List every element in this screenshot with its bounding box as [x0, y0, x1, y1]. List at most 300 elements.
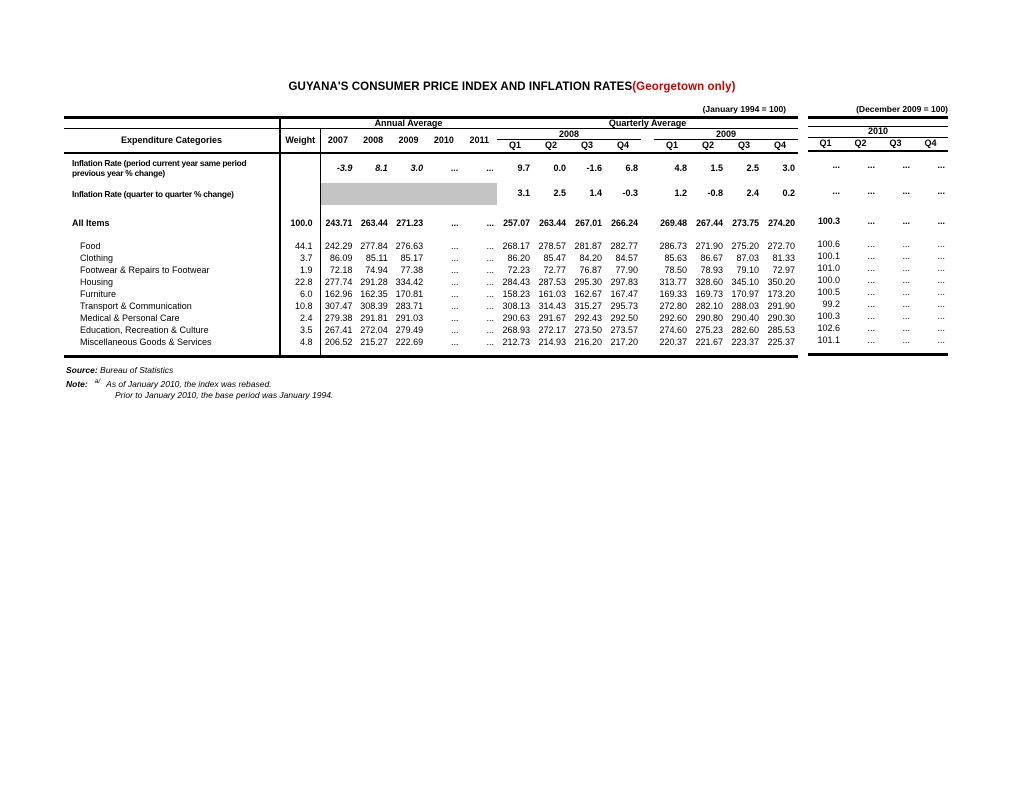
cell-value: 292.43 — [574, 313, 602, 324]
source-text: Bureau of Statistics — [100, 365, 174, 375]
cell-value: 0.2 — [782, 188, 796, 199]
cell-value: ... — [867, 262, 875, 273]
quarter-header: Q1 — [654, 140, 690, 153]
cell-value: 72.77 — [543, 265, 566, 276]
cell-value: -3.9 — [336, 162, 353, 173]
cell-value: 100.6 — [817, 238, 840, 249]
cell-value: 282.77 — [610, 241, 638, 252]
cell-value: 3.0 — [410, 162, 424, 173]
gap-cell — [641, 183, 654, 205]
cell-value: 328.60 — [695, 277, 723, 288]
cell-value: 275.20 — [731, 241, 759, 252]
cell-value: ... — [486, 265, 494, 276]
cell-value: 78.50 — [664, 265, 687, 276]
row-all-items — [808, 213, 948, 231]
cell-value: 212.73 — [502, 337, 530, 348]
corner-cell — [64, 118, 280, 129]
gap-cell — [641, 313, 654, 325]
cell-value: 263.44 — [360, 218, 388, 229]
cell-value: 74.94 — [365, 265, 388, 276]
row-food — [808, 239, 948, 251]
quarter-header: Q4 — [913, 138, 948, 151]
spacer-row — [808, 231, 948, 239]
cell-value: 307.47 — [324, 301, 353, 312]
gap-cell — [320, 349, 798, 357]
cell-value: 263.44 — [539, 218, 566, 229]
cell-value: 290.80 — [695, 313, 723, 324]
source-label: Source: — [66, 365, 98, 375]
cell-value: ... — [902, 322, 910, 333]
row-label: Clothing — [64, 253, 280, 265]
cell-value: ... — [486, 277, 494, 288]
cell-value: ... — [937, 286, 945, 297]
cell-value: ... — [867, 298, 875, 309]
cell-value: 100.3 — [817, 215, 840, 226]
row-label: Inflation Rate (period current year same period previous year % change) — [64, 153, 280, 183]
quarter-header: Q2 — [843, 138, 878, 151]
cell-value: 267.41 — [324, 325, 353, 336]
cell-value: 272.80 — [659, 301, 687, 312]
cell-value: 282.10 — [695, 301, 723, 312]
cell-value: ... — [937, 322, 945, 333]
cell-value: 169.73 — [695, 289, 723, 300]
cell-value: ... — [486, 301, 494, 312]
gap-cell — [641, 265, 654, 277]
quarter-header: Q2 — [533, 140, 569, 153]
year-header: 2010 — [426, 129, 461, 153]
cell-value: 267.44 — [696, 218, 723, 229]
cell-value: 72.18 — [329, 265, 353, 276]
cell-value: 334.42 — [395, 277, 424, 288]
cell-value: 3.7 — [280, 253, 320, 265]
cell-value: 274.20 — [768, 218, 796, 229]
cell-value: 78.93 — [700, 265, 723, 276]
source-line — [66, 365, 333, 375]
cell-value: 100.1 — [817, 250, 840, 261]
cell-value: 173.20 — [767, 289, 796, 300]
cell-value: ... — [832, 185, 840, 196]
page-title — [0, 81, 1024, 93]
cell-value: 291.67 — [538, 313, 566, 324]
cell-value: ... — [451, 289, 459, 300]
header-year-row — [64, 129, 798, 140]
note-marker: a/ — [94, 378, 101, 385]
cell-value: 297.83 — [610, 277, 638, 288]
cell-value: ... — [451, 253, 459, 264]
cell-value: -0.3 — [622, 188, 638, 199]
cell-value: 290.30 — [767, 313, 796, 324]
gap-cell — [280, 349, 320, 357]
cell-value: 282.60 — [731, 325, 759, 336]
cell-value: 266.24 — [611, 218, 638, 229]
cell-value: ... — [937, 334, 945, 345]
row-clothing — [64, 253, 798, 265]
cell-value: ... — [451, 313, 459, 324]
note-label: Note: — [66, 378, 88, 389]
quarter-header: Q4 — [605, 140, 641, 153]
year-group-2008: 2008 — [497, 129, 641, 140]
cell-value: 276.63 — [395, 241, 424, 252]
cell-value: 86.67 — [700, 253, 723, 264]
cell-value: 101.1 — [817, 334, 840, 345]
cell-value: ... — [867, 334, 875, 345]
cpi-main-table — [64, 116, 798, 358]
cell-value: 275.23 — [695, 325, 723, 336]
spacer-row — [808, 203, 948, 213]
row-label: Furniture — [64, 289, 280, 301]
cell-value: ... — [867, 322, 875, 333]
cell-value: 99.2 — [822, 298, 840, 309]
cell-value: 170.97 — [731, 289, 759, 300]
header-group-row — [64, 118, 798, 129]
cell-value: ... — [451, 325, 459, 336]
row-medical — [64, 313, 798, 325]
gap-cell — [280, 205, 320, 215]
gap-cell — [641, 325, 654, 337]
cell-value: 292.60 — [659, 313, 687, 324]
cell-value: 100.0 — [280, 215, 320, 233]
quarter-header: Q1 — [497, 140, 533, 153]
cell-value: 3.1 — [517, 188, 530, 199]
row-label: Food — [64, 241, 280, 253]
cell-value: ... — [902, 160, 910, 171]
cell-value: 22.8 — [280, 277, 320, 289]
cell-value: 2.4 — [746, 188, 759, 199]
row-all-items — [64, 215, 798, 233]
cell-value: 291.03 — [395, 313, 424, 324]
shaded-cell — [355, 183, 390, 205]
cell-value: ... — [486, 325, 494, 336]
cell-value: ... — [451, 265, 459, 276]
row-label: Medical & Personal Care — [64, 313, 280, 325]
quarter-header: Q3 — [726, 140, 762, 153]
header-group-row — [808, 118, 948, 127]
row-inflation-qoq — [808, 181, 948, 203]
year-header: 2011 — [462, 129, 497, 153]
cell-value: 268.93 — [502, 325, 530, 336]
cell-value: ... — [937, 185, 945, 196]
cell-value: 277.74 — [324, 277, 353, 288]
cell-value: 100.3 — [817, 310, 840, 321]
row-furniture — [64, 289, 798, 301]
cell-value: -0.8 — [707, 188, 723, 199]
cell-value: 3.0 — [782, 162, 796, 173]
cell-value: 222.69 — [395, 337, 424, 348]
cell-value: ... — [486, 289, 494, 300]
cell-value: 85.63 — [664, 253, 687, 264]
row-inflation-yoy — [64, 153, 798, 183]
cell-value: 308.39 — [360, 301, 388, 312]
cell-value: ... — [937, 215, 945, 226]
cell-value: 345.10 — [731, 277, 759, 288]
cell-value: 295.30 — [574, 277, 602, 288]
quarter-header: Q3 — [878, 138, 913, 151]
shaded-cell — [320, 183, 355, 205]
cell-value — [280, 183, 320, 205]
row-label: Education, Recreation & Culture — [64, 325, 280, 337]
cell-value: 2.5 — [746, 162, 759, 173]
row-label: Transport & Communication — [64, 301, 280, 313]
cell-value: 102.6 — [817, 322, 840, 333]
year-header: 2009 — [391, 129, 426, 153]
cell-value: ... — [902, 310, 910, 321]
cell-value: 6.0 — [280, 289, 320, 301]
row-housing — [808, 275, 948, 287]
cell-value: 77.90 — [615, 265, 638, 276]
gap-cell — [641, 253, 654, 265]
cell-value: ... — [937, 262, 945, 273]
weight-header: Weight — [280, 129, 320, 153]
row-transport — [808, 299, 948, 311]
cpi-2010-table — [808, 116, 948, 356]
cell-value: 273.50 — [574, 325, 602, 336]
row-inflation-qoq — [64, 183, 798, 205]
spacer-row — [64, 233, 798, 241]
cell-value: 169.33 — [659, 289, 687, 300]
cell-value: 314.43 — [538, 301, 566, 312]
cell-value: 85.17 — [400, 253, 424, 264]
row-education — [64, 325, 798, 337]
cell-value: 287.53 — [538, 277, 566, 288]
row-miscellaneous — [808, 335, 948, 347]
cell-value: ... — [451, 218, 459, 229]
note-text-1: As of January 2010, the index was rebased. — [106, 378, 272, 389]
cell-value: 216.20 — [574, 337, 602, 348]
cell-value: ... — [937, 298, 945, 309]
cell-value: ... — [867, 238, 875, 249]
cell-value: 283.71 — [395, 301, 424, 312]
cell-value: ... — [937, 274, 945, 285]
cell-value: 162.35 — [360, 289, 388, 300]
base-period-2009-label: (December 2009 = 100) — [856, 104, 948, 114]
cell-value: 286.73 — [659, 241, 687, 252]
gap-cell — [641, 153, 654, 183]
cell-value: ... — [902, 274, 910, 285]
cell-value: 220.37 — [659, 337, 687, 348]
cell-value: 101.0 — [817, 262, 840, 273]
cell-value: 279.49 — [395, 325, 424, 336]
cell-value: ... — [486, 241, 494, 252]
gap-cell — [641, 301, 654, 313]
gap-cell — [808, 347, 948, 355]
cell-value: 87.03 — [736, 253, 759, 264]
cell-value: 291.90 — [767, 301, 796, 312]
header-year-row — [808, 127, 948, 138]
cell-value: ... — [451, 301, 459, 312]
cell-value: 44.1 — [280, 241, 320, 253]
spacer-row — [808, 347, 948, 355]
cell-value: ... — [937, 250, 945, 261]
cell-value: 243.71 — [325, 218, 353, 229]
cell-value: ... — [867, 274, 875, 285]
cell-value: 271.90 — [695, 241, 723, 252]
gap-cell — [64, 233, 280, 241]
gap-cell — [64, 205, 280, 215]
quarter-header: Q2 — [690, 140, 726, 153]
cell-value: ... — [867, 185, 875, 196]
cell-value: 295.73 — [610, 301, 638, 312]
cell-value: 269.48 — [660, 218, 687, 229]
cell-value: 281.87 — [574, 241, 602, 252]
cell-value: 81.33 — [772, 253, 796, 264]
cell-value: 85.11 — [365, 253, 388, 264]
base-period-1994-label: (January 1994 = 100) — [702, 104, 786, 114]
cell-value: 285.53 — [767, 325, 796, 336]
cell-value: 2.5 — [553, 188, 566, 199]
header-quarter-row — [808, 138, 948, 151]
cell-value: ... — [867, 160, 875, 171]
year-group-2010: 2010 — [808, 127, 948, 138]
cell-value: 273.57 — [610, 325, 638, 336]
cell-value: ... — [902, 286, 910, 297]
cell-value: 291.81 — [360, 313, 388, 324]
gap-cell — [320, 233, 798, 241]
row-furniture — [808, 287, 948, 299]
row-label: Housing — [64, 277, 280, 289]
cell-value: 167.47 — [610, 289, 638, 300]
cell-value: 223.37 — [731, 337, 759, 348]
cell-value: ... — [486, 337, 494, 348]
gap-cell — [641, 215, 654, 233]
gap-cell — [64, 349, 280, 357]
cell-value: ... — [867, 215, 875, 226]
cell-value: 272.04 — [360, 325, 388, 336]
cell-value: 76.87 — [579, 265, 602, 276]
cell-value: 162.96 — [324, 289, 353, 300]
cell-value: 86.20 — [507, 253, 530, 264]
cell-value: ... — [867, 250, 875, 261]
quarterly-average-header: Quarterly Average — [497, 118, 798, 129]
title-main: GUYANA'S CONSUMER PRICE INDEX AND INFLATION RATES — [288, 81, 633, 93]
cell-value: 100.5 — [817, 286, 840, 297]
cell-value: ... — [902, 250, 910, 261]
cell-value: 279.38 — [324, 313, 353, 324]
year-header: 2007 — [320, 129, 355, 153]
row-label: Inflation Rate (quarter to quarter % change) — [64, 183, 280, 205]
cell-value: 313.77 — [659, 277, 687, 288]
shaded-cell — [391, 183, 426, 205]
cell-value: ... — [451, 241, 459, 252]
cell-value: 170.81 — [395, 289, 424, 300]
cell-value: 1.4 — [589, 188, 602, 199]
footer-notes — [66, 365, 333, 400]
cell-value: 9.7 — [517, 162, 530, 173]
cell-value: ... — [486, 162, 494, 173]
row-food — [64, 241, 798, 253]
cell-value: ... — [902, 334, 910, 345]
cell-value: 225.37 — [767, 337, 796, 348]
cell-value: 4.8 — [280, 337, 320, 349]
cell-value: 217.20 — [610, 337, 638, 348]
cell-value: 85.47 — [543, 253, 566, 264]
row-label: All Items — [64, 215, 280, 233]
gap-cell — [641, 129, 654, 140]
cell-value: ... — [486, 218, 494, 229]
cell-value: ... — [902, 298, 910, 309]
row-clothing — [808, 251, 948, 263]
gap-cell — [641, 241, 654, 253]
row-footwear — [808, 263, 948, 275]
cell-value: 79.10 — [736, 265, 759, 276]
year-header: 2008 — [355, 129, 390, 153]
gap-cell — [641, 337, 654, 349]
cell-value: 268.17 — [502, 241, 530, 252]
cell-value: 100.0 — [817, 274, 840, 285]
cell-value: 315.27 — [574, 301, 602, 312]
cell-value: 290.63 — [502, 313, 530, 324]
cell-value: 158.23 — [502, 289, 530, 300]
cell-value: 4.8 — [674, 162, 687, 173]
cell-value: 72.97 — [772, 265, 796, 276]
row-education — [808, 323, 948, 335]
row-housing — [64, 277, 798, 289]
row-inflation-yoy — [808, 151, 948, 181]
cell-value: 284.43 — [502, 277, 530, 288]
cell-value: 242.29 — [324, 241, 353, 252]
cell-value: 274.60 — [659, 325, 687, 336]
gap-cell — [280, 233, 320, 241]
gap-cell — [641, 277, 654, 289]
cell-value: 272.17 — [538, 325, 566, 336]
cell-value: 77.38 — [400, 265, 424, 276]
cell-value: ... — [867, 310, 875, 321]
cell-value: 272.70 — [767, 241, 796, 252]
corner-cell — [280, 118, 320, 129]
cell-value: 291.28 — [360, 277, 388, 288]
row-transport — [64, 301, 798, 313]
note-line-1 — [66, 378, 333, 389]
cell-value: 161.03 — [538, 289, 566, 300]
cell-value: 206.52 — [324, 337, 353, 348]
cell-value: ... — [937, 238, 945, 249]
cell-value: 267.01 — [575, 218, 602, 229]
cell-value: ... — [902, 238, 910, 249]
gap-cell — [808, 203, 948, 213]
spacer-row — [64, 349, 798, 357]
cell-value: ... — [937, 160, 945, 171]
expenditure-categories-header: Expenditure Categories — [64, 129, 280, 153]
cell-value: 84.20 — [579, 253, 602, 264]
cell-value: 350.20 — [767, 277, 796, 288]
cell-value: -1.6 — [586, 162, 602, 173]
cell-value: 84.57 — [615, 253, 638, 264]
cell-value: 1.5 — [710, 162, 723, 173]
row-label: Miscellaneous Goods & Services — [64, 337, 280, 349]
cell-value: 1.2 — [674, 188, 687, 199]
cell-value: 215.27 — [360, 337, 388, 348]
row-footwear — [64, 265, 798, 277]
cell-value: 278.57 — [538, 241, 566, 252]
cell-value: 10.8 — [280, 301, 320, 313]
cell-value: ... — [902, 262, 910, 273]
cell-value: 86.09 — [329, 253, 353, 264]
cell-value: 292.50 — [610, 313, 638, 324]
cell-value: 8.1 — [375, 162, 388, 173]
cell-value: 288.03 — [731, 301, 759, 312]
row-label: Footwear & Repairs to Footwear — [64, 265, 280, 277]
year-group-2009: 2009 — [654, 129, 798, 140]
cell-value: 257.07 — [503, 218, 530, 229]
cell-value: 308.13 — [502, 301, 530, 312]
cell-value: 1.9 — [280, 265, 320, 277]
cell-value: ... — [486, 313, 494, 324]
cell-value: 6.8 — [625, 162, 638, 173]
cell-value: 214.93 — [538, 337, 566, 348]
gap-cell — [641, 140, 654, 153]
cell-value: 162.67 — [574, 289, 602, 300]
cell-value: ... — [451, 277, 459, 288]
cell-value: 3.5 — [280, 325, 320, 337]
